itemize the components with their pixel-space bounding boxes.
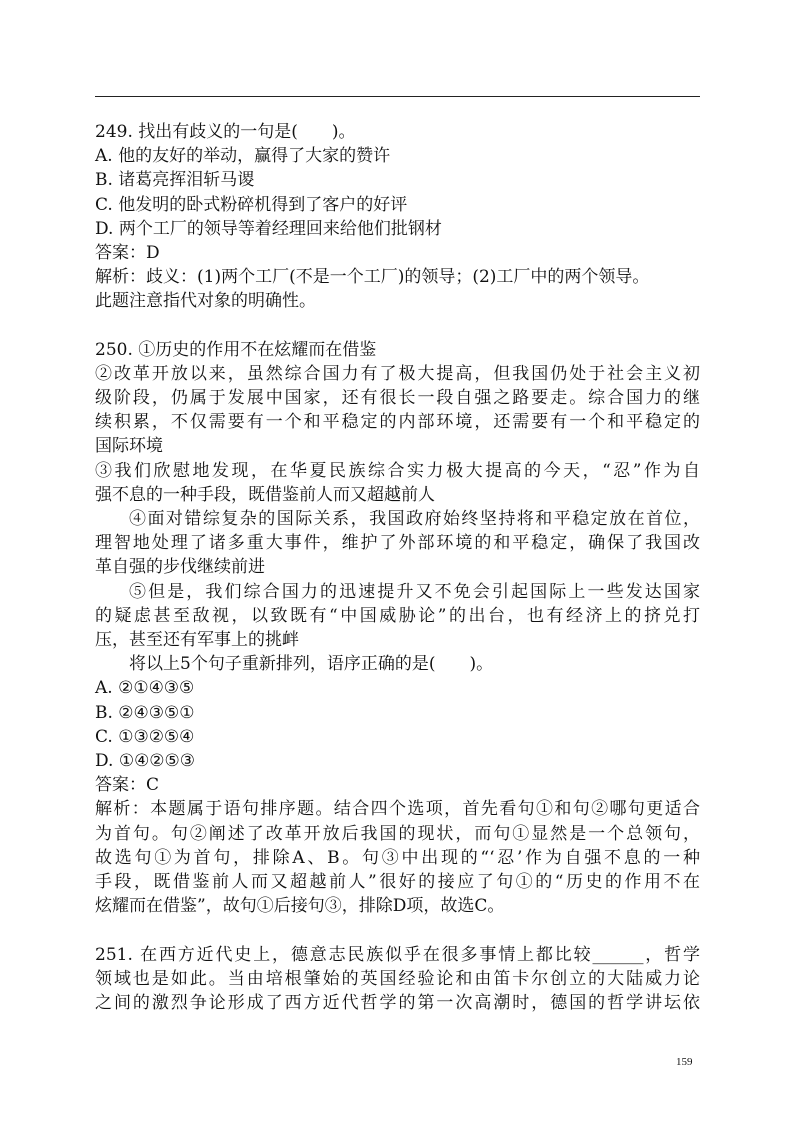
question-stem: 249. 找出有歧义的一句是( )。 [95, 122, 356, 142]
analysis-line: 为首句。句②阐述了改革开放后我国的现状，而句①显然是一个总领句， [95, 823, 700, 844]
sentence-2-line: 国际环境 [95, 436, 163, 457]
option-a: A. ②①④③⑤ [95, 678, 195, 699]
sentence-3-line: 强不息的一种手段，既借鉴前人而又超越前人 [95, 484, 435, 505]
sentence-2-line: 级阶段，仍属于发展中国家，还有很长一段自强之路要走。综合国力的继 [95, 388, 700, 409]
answer: 答案：D [95, 243, 160, 264]
option-d: D. 两个工厂的领导等着经理回来给他们批钢材 [95, 218, 442, 239]
page-content [95, 120, 700, 1015]
answer: 答案：C [95, 775, 160, 796]
question-stem: 250. ①历史的作用不在炫耀而在借鉴 [95, 339, 377, 360]
sentence-5-line: 压，甚至还有军事上的挑衅 [95, 630, 299, 651]
sentence-4-line: 理智地处理了诸多重大事件，维护了外部环境的和平稳定，确保了我国改 [95, 533, 700, 554]
sentence-3-line: ③我们欣慰地发现，在华夏民族综合实力极大提高的今天，“忍”作为自 [95, 460, 700, 481]
analysis-line: 故选句①为首句，排除A、B。句③中出现的“‘忍’作为自强不息的一种 [95, 847, 700, 868]
sentence-5-line: 的疑虑甚至敌视，以致既有“中国威胁论”的出台，也有经济上的挤兑打 [95, 605, 700, 626]
question-249 [95, 120, 700, 314]
analysis-line: 解析：歧义：(1)两个工厂(不是一个工厂)的领导；(2)工厂中的两个领导。 [95, 267, 650, 288]
question-line: 之间的激烈争论形成了西方近代哲学的第一次高潮时，德国的哲学讲坛依 [95, 992, 700, 1013]
sentence-4-line: 革自强的步伐继续前进 [95, 557, 265, 578]
page-number: 159 [676, 1056, 693, 1068]
analysis-line: 此题注意指代对象的明确性。 [95, 291, 316, 312]
option-b: B. 诸葛亮挥泪斩马谡 [95, 170, 255, 191]
sentence-4-line: ④面对错综复杂的国际关系，我国政府始终坚持将和平稳定放在首位， [129, 509, 700, 530]
analysis-line: 炫耀而在借鉴”，故句①后接句③，排除D项，故选C。 [95, 896, 505, 917]
sentence-5-line: ⑤但是，我们综合国力的迅速提升又不免会引起国际上一些发达国家 [129, 581, 700, 602]
option-c: C. ①③②⑤④ [95, 726, 195, 747]
header-rule [95, 96, 700, 97]
analysis-line: 手段，既借鉴前人而又超越前人”很好的接应了句①的“历史的作用不在 [95, 872, 700, 893]
option-d: D. ①④②⑤③ [95, 751, 196, 772]
question-stem: 251. 在西方近代史上，德意志民族似乎在很多事情上都比较______，哲学 [95, 944, 700, 965]
question-line: 领域也是如此。当由培根肇始的英国经验论和由笛卡尔创立的大陆威力论 [95, 968, 700, 989]
option-a: A. 他的友好的举动，赢得了大家的赞许 [95, 146, 391, 167]
option-c: C. 他发明的卧式粉碎机得到了客户的好评 [95, 194, 408, 215]
option-b: B. ②④③⑤① [95, 702, 195, 723]
question-prompt: 将以上5个句子重新排列，语序正确的是( )。 [129, 654, 494, 675]
question-250 [95, 338, 700, 919]
analysis-line: 解析：本题属于语句排序题。结合四个选项，首先看句①和句②哪句更适合 [95, 799, 700, 820]
sentence-2-line: 续积累，不仅需要有一个和平稳定的内部环境，还需要有一个和平稳定的 [95, 412, 700, 433]
sentence-2-line: ②改革开放以来，虽然综合国力有了极大提高，但我国仍处于社会主义初 [95, 363, 700, 384]
question-251 [95, 943, 700, 1016]
